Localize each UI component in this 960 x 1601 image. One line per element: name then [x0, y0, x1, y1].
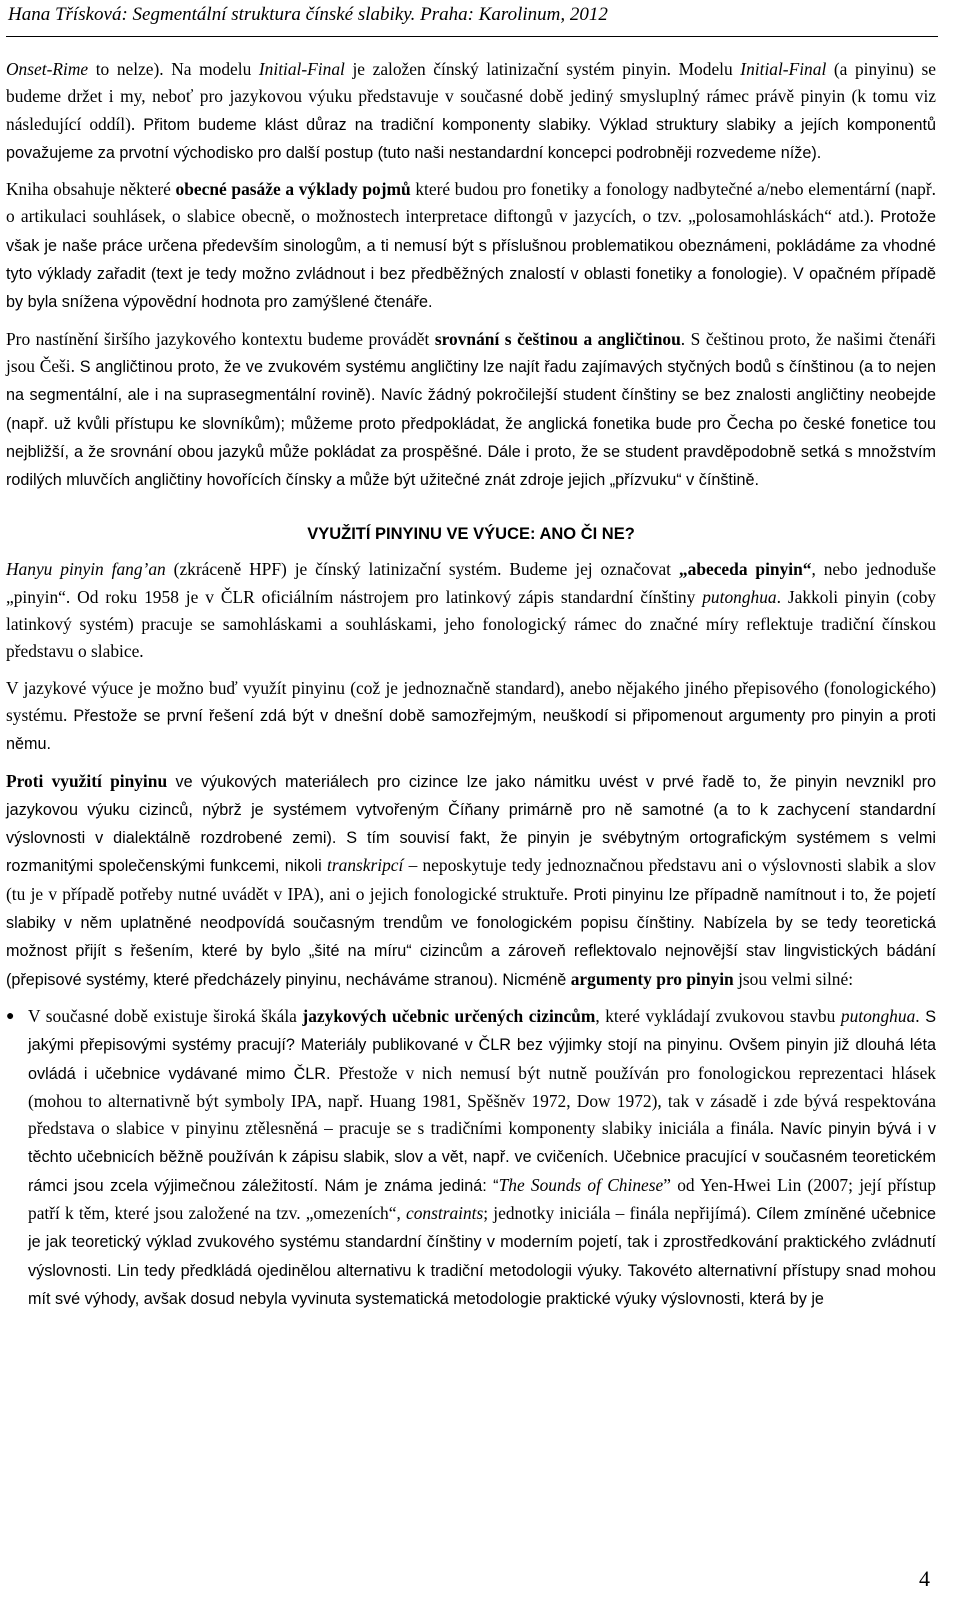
- text-run: Proti pinyinu lze případně namítnout i to, že pojetí slabiky v něm uplatněné neodpovídá současným trendům ve fonologickém popisu čínštiny. Nabízela by se tedy teoretická možnost přijít s řešením, které by bylo „šité na míru“ cizincům a zároveň reflektovalo nejnovější stav lingvistických bádání (přepisové systémy, které předcházely pinyinu, necháváme stranou). Nicméně: [6, 885, 936, 989]
- text-run: S angličtinou proto, že ve zvukovém systému angličtiny lze najít řadu zajímavých styčných bodů s čínštinou (a to nejen na segmentální, ale i na suprasegmentální rovině). Navíc žádný pokročilejší student čínštiny se bez znalosti angličtiny neobejde (např. už kvůli přístupu ke slovníkům); můžeme proto předpokládat, že anglická fonetika bude pro Čecha po české fonetice tou nejbližší, a že srovnání obou jazyků může pokládat za prospěšné. Dále i proto, že se student pravděpodobně setká s množstvím rodilých mluvčích angličtiny hovořících čínsky a může být užitečné znát zdroje jejich „přízvuku“ v čínštině.: [6, 357, 936, 490]
- text-run: Přitom budeme klást důraz na tradiční komponenty slabiky. Výklad struktury slabiky a jejích komponentů považujeme za prvotní východisko pro další postup (tuto naši nestandardní koncepci podrobněji rozvedeme níže).: [6, 115, 936, 162]
- book-title: The Sounds of Chinese: [498, 1174, 664, 1195]
- text-run: ” od Yen-Hwei Lin (2007; její přístup patří k těm, které jsou založené na tzv. „omezeních“,: [28, 1174, 936, 1223]
- text-run: , nebo jednoduše „pinyin“. Od roku 1958 je v ČLR oficiálním nástrojem pro latinkový zápis standardní čínštiny: [6, 559, 936, 607]
- paragraph-5: [6, 675, 936, 759]
- text-run: V současné době existuje široká škála: [28, 1005, 303, 1026]
- bullet-text: [28, 1003, 936, 1313]
- text-run: Přestože v nich nemusí být nutně používán pro fonologickou reprezentaci hlásek (mohou to alternativně být symboly IPA, např. Huang 1981, Spěšněv 1972, Dow 1972), tak v zásadě i zde bývá respektována představa o slabice v pinyinu ztělesněná – pracuje se s tradičními komponenty slabiky iniciála a finála.: [28, 1062, 936, 1139]
- text-run: (a pinyinu) se budeme držet i my, neboť pro jazykovou výuku představuje v současné době jediný smysluplný rámec právě pinyin (k tomu viz následující oddíl).: [6, 59, 936, 134]
- text-run: které budou pro fonetiky a fonology nadbytečné a/nebo elementární (např. o artikulaci souhlásek, o slabice obecně, o možnostech interpretace diftongů v jazycích, o tzv. „polosamohláskách“ atd.).: [6, 179, 937, 227]
- text-run: Navíc pinyin bývá i v těchto učebnicích běžně používán k zápisu slabik, slov a vět, např. ve cvičeních. Učebnice pracující v současném teoretickém rámci jsou zcela výjimečnou záležitostí. Nám je známa jediná: “: [28, 1120, 937, 1195]
- text-run: (zkráceně HPF) je čínský latinizační systém. Budeme jej označovat: [165, 559, 679, 580]
- term-putonghua: putonghua: [840, 1005, 916, 1026]
- text-run: .: [915, 1005, 926, 1026]
- term-initial-final: Initial-Final: [258, 59, 345, 79]
- running-header: Hana Třísková: Segmentální struktura čínské slabiky. Praha: Karolinum, 2012: [8, 4, 608, 25]
- text-run: , které vykládají zvukovou stavbu: [595, 1005, 841, 1026]
- paragraph-6: [6, 768, 936, 994]
- text-run: to nelze). Na modelu: [88, 59, 259, 79]
- paragraph-4: [6, 556, 936, 665]
- emphasis: „abeceda pinyin“: [678, 559, 812, 580]
- text-run: ve výukových materiálech pro cizince lze jako námitku uvést v prvé řadě to, že pinyin nevznikl pro jazykovou výuku cizinců, nýbrž je systémem vytvořeným Číňany primárně pro ně samotné (a to k zachycení standardní výslovnosti v dialektálně rozdrobené zemi). S tím souvisí fakt, že pinyin je svébytným ortografickým systémem s velmi rozmanitými společenskými funkcemi, nikoli: [6, 772, 936, 876]
- header-rule: [6, 36, 938, 37]
- bullet-icon: ●: [6, 1008, 15, 1024]
- text-run: . Jakkoli pinyin (coby latinkový systém) pracuje se samohláskami a souhláskami, jeho fonologický rámec do značné míry reflektuje tradiční čínskou představu o slabice.: [6, 586, 936, 662]
- section-heading: VYUŽITÍ PINYINU VE VÝUCE: ANO ČI NE?: [307, 525, 635, 544]
- term-transkripci: transkripcí: [327, 855, 404, 876]
- term-putonghua: putonghua: [702, 586, 777, 607]
- text-run: Cílem zmíněné učebnice je jak teoretický výklad zvukového systému standardní čínštiny v moderním pojetí, tak i zprostředkování praktického zvládnutí výslovnosti. Lin tedy předkládá ojedinělou alternativu k tradiční metodologii výuky. Takovéto alternativní přístupy snad mohou mít své výhody, avšak dosud nebyla vyvinuta systematická metodologie praktické výuky výslovnosti, která by je: [28, 1204, 936, 1308]
- term-onset-rime: Onset-Rime: [6, 59, 89, 79]
- body-text: [6, 56, 936, 1313]
- page-number: 4: [919, 1566, 930, 1591]
- paragraph-3: [6, 326, 936, 495]
- paragraph-2: [6, 176, 936, 316]
- text-run: Protože však je naše práce určena především sinologům, a ti nemusí být s příslušnou problematikou obeznámeni, pokládáme za vhodné tyto výklady zařadit (text je tedy možno zvládnout i bez předběžných znalostí v oblasti fonetiky a fonologie). V opačném případě by byla snížena výpovědní hodnota pro zamýšlené čtenáře.: [6, 208, 936, 312]
- emphasis: argumenty pro pinyin: [570, 968, 734, 989]
- text-run: je založen čínský latinizační systém pinyin. Modelu: [344, 59, 741, 79]
- text-run: Pro nastínění širšího jazykového kontextu budeme provádět: [6, 328, 435, 349]
- text-run: . S češtinou proto, že našimi čtenáři jsou Češi.: [6, 328, 937, 376]
- emphasis: Proti využití pinyinu: [6, 770, 168, 791]
- term-hpf: Hanyu pinyin fang’an: [6, 559, 166, 580]
- emphasis: srovnání s češtinou a angličtinou: [434, 328, 681, 349]
- text-run: S jakými přepisovými systémy pracují? Materiály publikované v ČLR bez výjimky stojí na pinyinu. Ovšem pinyin již dlouhá léta ovládá i učebnice vydávané mimo ČLR.: [28, 1007, 936, 1083]
- emphasis: obecné pasáže a výklady pojmů: [175, 179, 411, 200]
- term-initial-final: Initial-Final: [740, 59, 827, 79]
- text-run: – neposkytuje tedy jednoznačnou představu ani o výslovnosti slabik a slov (tu je v případě potřeby nutné uvádět v IPA), ani o jejich fonologické struktuře.: [6, 855, 936, 904]
- term-constraints: constraints: [405, 1202, 484, 1223]
- text-run: Kniha obsahuje některé: [6, 179, 176, 200]
- text-run: jsou velmi silné:: [733, 968, 854, 989]
- text-run: ; jednotky iniciála – finála nepřijímá).: [483, 1202, 757, 1223]
- bullet-item: [6, 1003, 936, 1313]
- text-run: Přestože se první řešení zdá být v dnešní době samozřejmým, neuškodí si připomenout argumenty pro pinyin a proti němu.: [6, 706, 937, 754]
- text-run: V jazykové výuce je možno buď využít pinyinu (což je jednoznačně standard), anebo nějakého jiného přepisového (fonologického) systému.: [6, 677, 936, 725]
- emphasis: jazykových učebnic určených cizincům: [302, 1005, 596, 1026]
- paragraph-1: [6, 56, 936, 167]
